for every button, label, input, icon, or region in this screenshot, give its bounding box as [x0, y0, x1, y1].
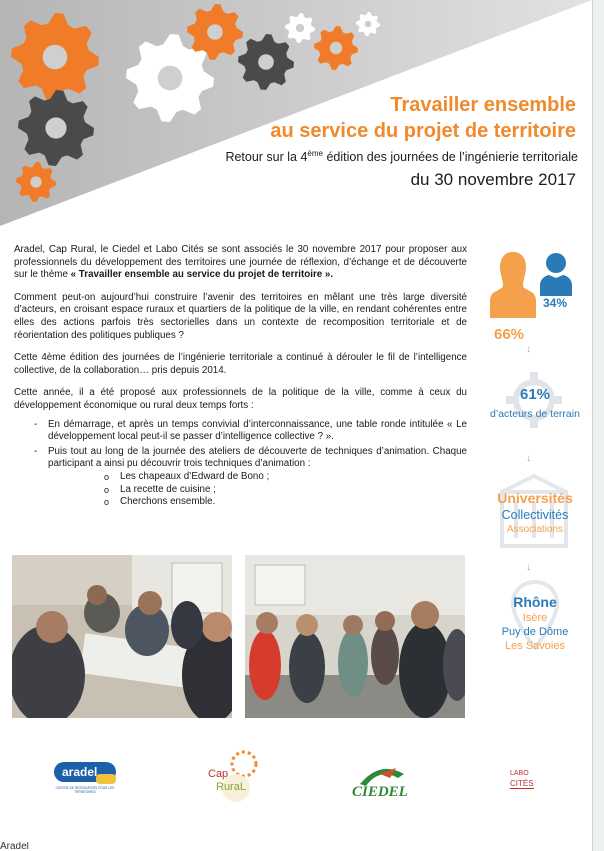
- paragraph-program: Cette année, il a été proposé aux professionnels de la politique de la ville, comme à ceux du développement économique ou rural deux temps forts :: [14, 387, 467, 411]
- article-body: [14, 244, 467, 511]
- aradel-logo: aradel CENTRE DE RESSOURCES POUR LES TERRITOIRES: [54, 762, 116, 796]
- participants-infographic: [480, 240, 590, 670]
- region-rhone: Rhône: [513, 594, 557, 610]
- gear-hole: [207, 24, 223, 40]
- male-person-icon: [540, 252, 572, 296]
- field-actors-label: d’acteurs de terrain: [490, 408, 580, 420]
- paragraph-edition: Cette 4ème édition des journées de l’ingénierie territoriale a continué à dérouler le fil de l’intelligence collective, de la collaboration… pris depuis 2014.: [14, 352, 467, 376]
- org-collectivites: Collectivités: [501, 508, 569, 522]
- gear-hole: [365, 21, 372, 28]
- gear-hole: [45, 117, 66, 138]
- gear-hole: [158, 66, 183, 91]
- field-actors-percent: 61%: [519, 386, 551, 403]
- title-line-1: Travailler ensemble: [390, 94, 576, 116]
- female-percent: 66%: [494, 326, 525, 343]
- region-les-savoies: Les Savoies: [505, 640, 565, 652]
- list-item: o La recette de cuisine ;: [48, 484, 467, 497]
- gear-hole: [30, 176, 41, 187]
- list-item: o Les chapeaux d’Edward de Bono ;: [48, 471, 467, 484]
- org-universites: Universités: [497, 490, 573, 506]
- gear-hole: [296, 24, 304, 32]
- arrow-down-icon: ↓: [526, 344, 531, 355]
- program-list: [14, 419, 467, 509]
- cap-rural-logo: Cap RuraL: [206, 748, 266, 806]
- paragraph-question: Comment peut-on aujourd’hui construire l’avenir des territoires en mêlant une très large diversité d’acteurs, en croisant espace ruraux et quartiers de la politique de la ville, en rendant cohérentes entre elles des actions parfois très sectorielles dans un contexte de recomposition territoriale et de réorientation des politiques publiques ?: [14, 291, 467, 341]
- subtitle: Retour sur la 4ème édition des journées de l’ingénierie territoriale: [225, 149, 578, 165]
- technique-list: [48, 471, 467, 509]
- list-item: - Puis tout au long de la journée des ateliers de découverte de techniques d’animation. Chaque participant a ainsi pu découvrir trois techniques d’animation : o Les chapeaux d’Edward de Bono ; o La recette de cuisine ; o Cherchons ensemble.: [14, 446, 467, 509]
- ciedel-logo: CIEDEL: [350, 764, 410, 802]
- workshop-photo-group: [245, 555, 465, 718]
- gear-hole: [330, 42, 342, 54]
- region-puy-de-dome: Puy de Dôme: [501, 626, 569, 638]
- labo-cites-logo: LABO CITÉS: [510, 770, 534, 788]
- male-percent: 34%: [543, 296, 568, 310]
- workshop-photo-table: [12, 555, 232, 718]
- footer-fragment: Aradel: [0, 842, 29, 851]
- gear-hole: [43, 45, 68, 70]
- gear-hole: [258, 54, 274, 70]
- region-isere: Isère: [522, 612, 548, 624]
- org-associations: Associations: [506, 524, 564, 535]
- arrow-down-icon: ↓: [526, 562, 531, 573]
- arrow-down-icon: ↓: [526, 453, 531, 464]
- female-person-icon: [490, 250, 536, 318]
- scrollbar[interactable]: [592, 0, 604, 851]
- list-item: - En démarrage, et après un temps convivial d’interconnaissance, une table ronde intitulée « Le développement local peut-il se passer d’intelligence collective ? ».: [14, 419, 467, 444]
- list-item: o Cherchons ensemble.: [48, 496, 467, 509]
- event-date: du 30 novembre 2017: [410, 170, 576, 189]
- paragraph-intro: Aradel, Cap Rural, le Ciedel et Labo Cités se sont associés le 30 novembre 2017 pour proposer aux professionnels du développement des territoires une journée de réflexion, d’échange et de découverte sur le thème « Travailler ensemble au service du projet de territoire ».: [14, 244, 467, 281]
- title-line-2: au service du projet de territoire: [270, 120, 576, 142]
